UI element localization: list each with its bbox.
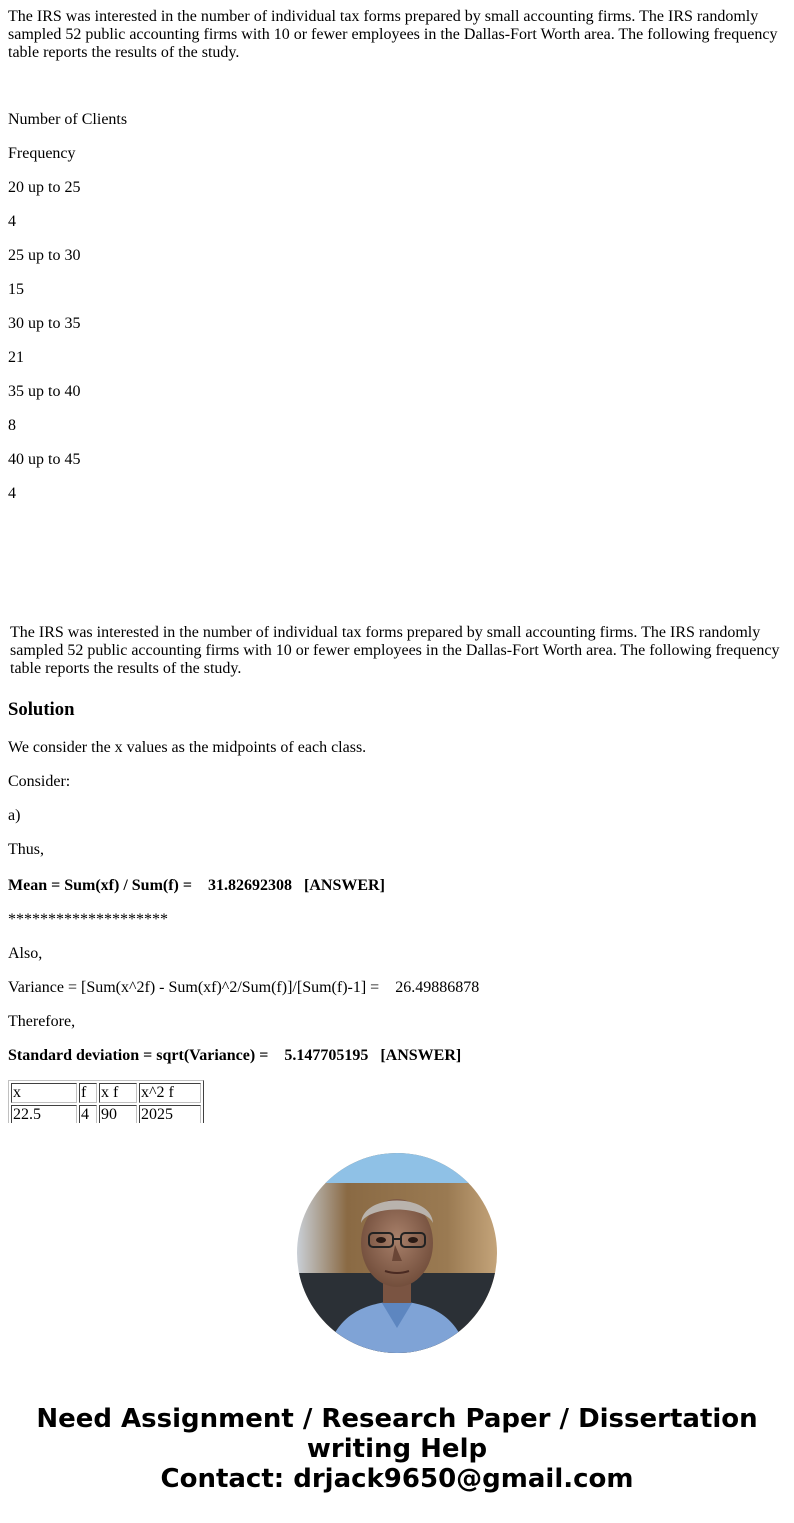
table-header-classes: Number of Clients — [8, 111, 128, 128]
sd-answer: Standard deviation = sqrt(Variance) = 5.147705195 [ANSWER] — [8, 1047, 462, 1064]
class-frequency: 21 — [8, 349, 24, 366]
class-interval: 20 up to 25 — [8, 179, 81, 196]
author-photo — [297, 1153, 497, 1353]
solution-text: Thus, — [8, 841, 44, 858]
promo-line: writing Help — [306, 1434, 488, 1464]
class-interval: 35 up to 40 — [8, 383, 81, 400]
problem-intro-repeat: The IRS was interested in the number of individual tax forms prepared by small accounting firms. The IRS randomly sampled 52 public accounting firms with 10 or fewer employees in the Dallas-Fort Worth area. The following frequency table reports the results of the study. — [10, 624, 780, 677]
table-header-cell: f — [79, 1083, 97, 1103]
solution-text: a) — [8, 807, 21, 824]
separator-stars: ******************** — [8, 911, 168, 928]
promo-banner — [0, 1404, 794, 1494]
calc-table — [8, 1080, 204, 1123]
variance-result: Variance = [Sum(x^2f) - Sum(xf)^2/Sum(f)]/[Sum(f)-1] = 26.49886878 — [8, 979, 480, 996]
table-header-cell: x — [11, 1083, 77, 1103]
class-interval: 40 up to 45 — [8, 451, 81, 468]
solution-text: Consider: — [8, 773, 71, 790]
solution-heading: Solution — [8, 699, 75, 720]
class-frequency: 15 — [8, 281, 24, 298]
calc-table-wrapper — [8, 1080, 208, 1123]
table-header-frequency: Frequency — [8, 145, 76, 162]
mean-answer: Mean = Sum(xf) / Sum(f) = 31.82692308 [ANSWER] — [8, 877, 385, 894]
table-cell: 22.5 — [11, 1105, 77, 1123]
class-frequency: 8 — [8, 417, 16, 434]
class-frequency: 4 — [8, 485, 16, 502]
contact-email: Contact: drjack9650@gmail.com — [160, 1464, 634, 1494]
solution-text: We consider the x values as the midpoints of each class. — [8, 739, 367, 756]
solution-text: Therefore, — [8, 1013, 76, 1030]
problem-intro: The IRS was interested in the number of individual tax forms prepared by small accounting firms. The IRS randomly sampled 52 public accounting firms with 10 or fewer employees in the Dallas-Fort Worth area. The following frequency table reports the results of the study. — [8, 8, 778, 61]
class-frequency: 4 — [8, 213, 16, 230]
table-header-cell: x^2 f — [139, 1083, 201, 1103]
portrait-image — [297, 1153, 497, 1353]
promo-line: Need Assignment / Research Paper / Dissertation — [36, 1404, 758, 1434]
table-row — [11, 1105, 201, 1123]
solution-text: Also, — [8, 945, 43, 962]
table-cell: 90 — [99, 1105, 137, 1123]
table-cell: 4 — [79, 1105, 97, 1123]
table-row — [11, 1083, 201, 1103]
table-cell: 2025 — [139, 1105, 201, 1123]
class-interval: 30 up to 35 — [8, 315, 81, 332]
class-interval: 25 up to 30 — [8, 247, 81, 264]
table-header-cell: x f — [99, 1083, 137, 1103]
